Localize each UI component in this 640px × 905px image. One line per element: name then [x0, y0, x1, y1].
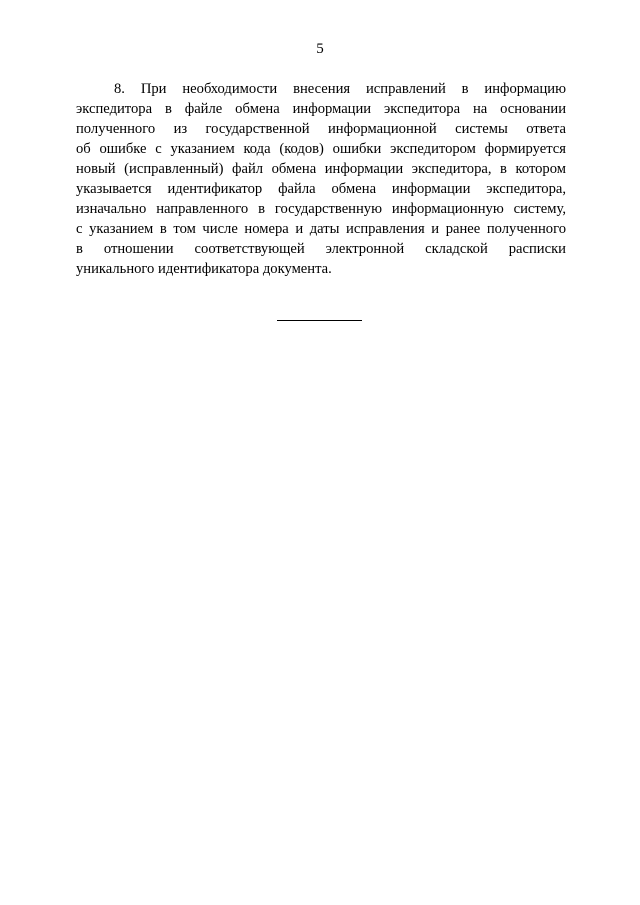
- paragraph-line: экспедитора в файле обмена информации экспедитора на основании: [76, 101, 566, 117]
- paragraph-line: полученного из государственной информационной системы ответа: [76, 121, 566, 137]
- paragraph-8: [76, 79, 566, 279]
- page-number: 5: [316, 41, 324, 57]
- paragraph-line: 8. При необходимости внесения исправлений в информацию: [114, 81, 566, 97]
- paragraph-line: уникального идентификатора документа.: [76, 261, 332, 277]
- paragraph-line: указывается идентификатор файла обмена информации экспедитора,: [76, 181, 566, 197]
- paragraph-line: новый (исправленный) файл обмена информации экспедитора, в котором: [76, 161, 566, 177]
- paragraph-line: в отношении соответствующей электронной складской расписки: [76, 241, 566, 257]
- paragraph-line: с указанием в том числе номера и даты исправления и ранее полученного: [76, 221, 566, 237]
- end-separator-line: [277, 320, 362, 321]
- paragraph-line: об ошибке с указанием кода (кодов) ошибки экспедитором формируется: [76, 141, 566, 157]
- paragraph-line: изначально направленного в государственную информационную систему,: [76, 201, 566, 217]
